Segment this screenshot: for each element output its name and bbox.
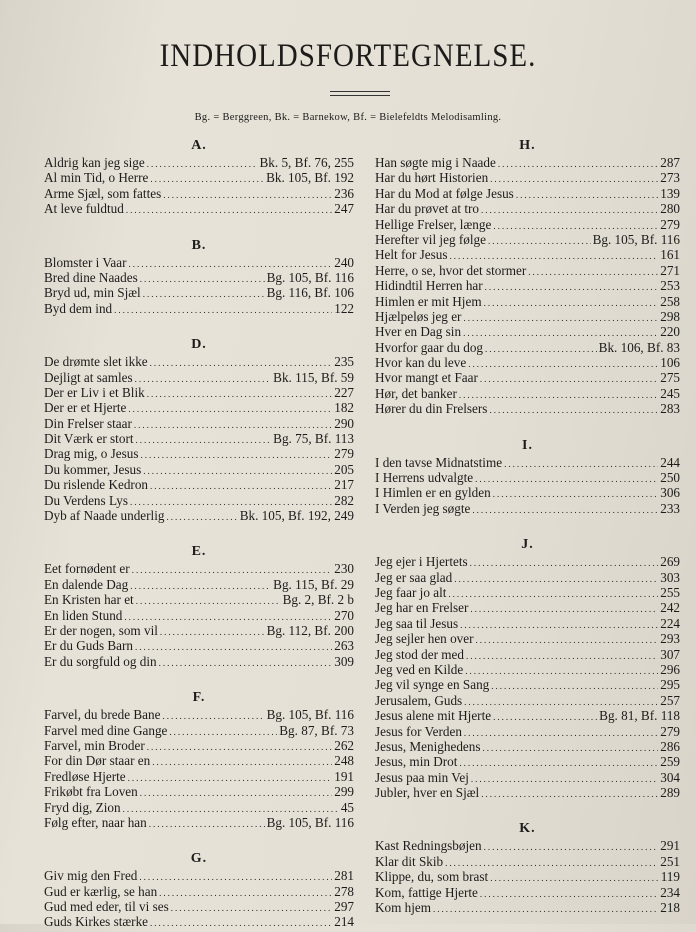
- entry-reference: 258: [660, 293, 680, 309]
- entry-reference: 161: [660, 247, 680, 263]
- entry-reference: 242: [660, 600, 680, 616]
- section-gap: [375, 417, 680, 436]
- entry-reference: Bg. 105, Bf. 116: [266, 707, 354, 723]
- section-gap: [44, 523, 354, 542]
- index-entry: [375, 370, 680, 385]
- index-entry: [375, 217, 680, 232]
- entry-title: Jeg har en Frelser: [375, 600, 469, 616]
- entry-title: Jeg faar jo alt: [375, 584, 447, 600]
- entry-reference: Bg. 75, Bf. 113: [273, 431, 354, 447]
- entry-reference: 282: [334, 492, 354, 508]
- index-entry: [375, 885, 680, 900]
- entry-title: Har du prøvet at tro: [375, 201, 479, 217]
- index-entry: [44, 354, 354, 369]
- entry-reference: Bg. 2, Bf. 2 b: [282, 592, 354, 608]
- section-letter: G.: [190, 851, 208, 867]
- section-gap: [375, 516, 680, 535]
- entry-reference: 233: [660, 500, 680, 516]
- dot-leader: [150, 914, 332, 931]
- entry-reference: 309: [334, 653, 354, 669]
- section-letter: K.: [519, 821, 536, 837]
- index-entry: [44, 385, 354, 400]
- entry-title: Kom hjem: [375, 900, 432, 916]
- entry-reference: 240: [334, 254, 354, 270]
- entry-title: Hidindtil Herren har: [375, 278, 483, 294]
- entry-title: Gud med eder, til vi ses: [44, 899, 169, 915]
- entry-title: Du rislende Kedron: [44, 477, 149, 493]
- entry-title: Hjælpeløs jeg er: [375, 308, 462, 324]
- index-entry: [375, 869, 680, 884]
- right-column: [375, 136, 680, 915]
- index-entry: [375, 263, 680, 278]
- entry-title: Hvor kan du leve: [375, 355, 467, 371]
- entry-reference: 191: [334, 768, 354, 784]
- index-entry: [375, 770, 680, 785]
- section-gap: [44, 669, 354, 688]
- entry-reference: 289: [660, 785, 680, 801]
- entry-title: Har du Mod at følge Jesus: [375, 185, 514, 201]
- entry-title: Der er et Hjerte: [44, 400, 127, 416]
- entry-title: Jesus paa min Vej: [375, 769, 469, 785]
- entry-title: Jesus, Menighedens: [375, 738, 481, 754]
- entry-reference: Bg. 116, Bf. 106: [266, 285, 354, 301]
- index-entry: [44, 186, 354, 201]
- index-entry: [44, 285, 354, 300]
- index-entry: [44, 301, 354, 316]
- index-entry: [44, 738, 354, 753]
- section-letter: B.: [191, 237, 207, 253]
- index-entry: [44, 446, 354, 461]
- index-entry: [375, 232, 680, 247]
- entry-title: Aldrig kan jeg sige: [44, 155, 145, 170]
- entry-reference: Bg. 105, Bf. 116: [266, 269, 354, 285]
- index-entry: [375, 647, 680, 662]
- section-gap: [44, 316, 354, 335]
- entry-reference: 296: [660, 661, 680, 677]
- entry-title: Al min Tid, o Herre: [44, 170, 149, 186]
- entry-reference: 250: [660, 470, 680, 486]
- entry-reference: 247: [334, 201, 354, 217]
- entry-title: Er du sorgfuld og din: [44, 653, 157, 669]
- entry-title: Hvor mangt et Faar: [375, 370, 478, 386]
- index-entry: [44, 370, 354, 385]
- entry-reference: 262: [334, 737, 354, 753]
- entry-reference: 251: [660, 853, 680, 869]
- entry-reference: 298: [660, 308, 680, 324]
- entry-reference: 271: [660, 262, 680, 278]
- entry-reference: 270: [334, 607, 354, 623]
- entry-reference: 275: [660, 370, 680, 386]
- index-entry: [375, 600, 680, 615]
- entry-title: Bryd ud, min Sjæl: [44, 285, 141, 301]
- section-letter: H.: [519, 138, 536, 153]
- entry-reference: 307: [660, 646, 680, 662]
- entry-title: Drag mig, o Jesus: [44, 446, 139, 462]
- entry-title: Har du hørt Historien: [375, 170, 489, 186]
- entry-reference: 253: [660, 278, 680, 294]
- section-letter: E.: [191, 544, 207, 560]
- index-entry: [375, 585, 680, 600]
- entry-title: Farvel, min Broder: [44, 737, 145, 753]
- index-entry: [44, 868, 354, 883]
- entry-reference: 299: [334, 784, 354, 800]
- index-entry: [375, 838, 680, 853]
- entry-title: Byd dem ind: [44, 300, 113, 316]
- index-entry: [375, 724, 680, 739]
- entry-title: Jeg ved en Kilde: [375, 661, 464, 677]
- abbreviations-legend: Bg. = Berggreen, Bk. = Barnekow, Bf. = Bielefeldts Melodisamling.: [194, 112, 502, 123]
- entry-title: I den tavse Midnatstime: [375, 454, 503, 470]
- entry-reference: 279: [660, 216, 680, 232]
- index-entry: [375, 785, 680, 800]
- entry-title: I Herrens udvalgte: [375, 470, 474, 486]
- entry-title: Klippe, du, som brast: [375, 869, 489, 885]
- entry-title: Kom, fattige Hjerte: [375, 884, 478, 900]
- dot-leader: [472, 501, 658, 518]
- entry-reference: 273: [660, 170, 680, 186]
- entry-reference: Bg. 81, Bf. 118: [599, 708, 680, 724]
- index-entry: [44, 914, 354, 929]
- entry-reference: 227: [334, 384, 354, 400]
- index-entry: [44, 654, 354, 669]
- index-entry: [375, 616, 680, 631]
- entry-title: Han søgte mig i Naade: [375, 155, 496, 170]
- entry-title: Jeg ejer i Hjertets: [375, 554, 468, 570]
- entry-title: Herre, o se, hvor det stormer: [375, 262, 527, 278]
- index-entry: [375, 501, 680, 516]
- index-entry: [375, 570, 680, 585]
- entry-title: Jesus alene mit Hjerte: [375, 708, 492, 724]
- entry-reference: 303: [660, 569, 680, 585]
- entry-reference: Bg. 87, Bf. 73: [279, 722, 354, 738]
- index-entry: [375, 754, 680, 769]
- section-gap: [44, 217, 354, 236]
- entry-title: Herefter vil jeg følge: [375, 231, 486, 247]
- index-entry: [44, 561, 354, 576]
- entry-reference: 259: [660, 754, 680, 770]
- index-entry: [375, 294, 680, 309]
- entry-reference: 279: [334, 446, 354, 462]
- entry-title: Dyb af Naade underlig: [44, 508, 165, 524]
- index-entry: [375, 854, 680, 869]
- entry-title: Farvel, du brede Bane: [44, 707, 161, 723]
- entry-reference: 293: [660, 631, 680, 647]
- index-entry: [44, 477, 354, 492]
- index-entry: [44, 707, 354, 722]
- index-entry: [375, 631, 680, 646]
- entry-title: Bred dine Naades: [44, 269, 138, 285]
- entry-reference: Bg. 115, Bf. 29: [273, 576, 354, 592]
- index-entry: [44, 638, 354, 653]
- dot-leader: [114, 301, 332, 318]
- entry-title: Følg efter, naar han: [44, 814, 147, 830]
- entry-title: Jubler, hver en Sjæl: [375, 785, 480, 801]
- entry-reference: 224: [660, 615, 680, 631]
- entry-reference: 139: [660, 185, 680, 201]
- index-entry: [44, 270, 354, 285]
- index-entry: [44, 170, 354, 185]
- index-entry: [375, 554, 680, 569]
- entry-title: En Kristen har et: [44, 592, 134, 608]
- entry-reference: 286: [660, 738, 680, 754]
- index-entry: [44, 508, 354, 523]
- entry-title: Frikøbt fra Loven: [44, 784, 138, 800]
- entry-reference: 295: [660, 677, 680, 693]
- index-entry: [44, 201, 354, 216]
- index-entry: [375, 324, 680, 339]
- entry-reference: 280: [660, 201, 680, 217]
- entry-reference: 297: [334, 899, 354, 915]
- index-entry: [375, 900, 680, 915]
- index-entry: [44, 255, 354, 270]
- index-entry: [44, 815, 354, 830]
- dot-leader: [433, 900, 658, 917]
- index-entry: [375, 201, 680, 216]
- entry-title: Hvorfor gaar du dog: [375, 339, 484, 355]
- index-entry: [44, 753, 354, 768]
- entry-reference: 263: [334, 638, 354, 654]
- dot-leader: [126, 201, 332, 218]
- entry-title: Guds Kirkes stærke: [44, 914, 149, 930]
- index-entry: [375, 170, 680, 185]
- entry-reference: Bk. 115, Bf. 59: [273, 369, 354, 385]
- index-entry: [44, 623, 354, 638]
- index-entry: [44, 899, 354, 914]
- index-entry: [44, 784, 354, 799]
- entry-title: Jeg vil synge en Sang: [375, 677, 490, 693]
- index-entry: [44, 493, 354, 508]
- entry-title: For din Dør staar en: [44, 753, 151, 769]
- index-entry: [375, 340, 680, 355]
- entry-title: Jeg saa til Jesus: [375, 615, 459, 631]
- entry-reference: 122: [334, 300, 354, 316]
- index-entry: [44, 769, 354, 784]
- entry-title: Giv mig den Fred: [44, 868, 138, 884]
- entry-title: En liden Stund: [44, 607, 123, 623]
- entry-title: En dalende Dag: [44, 576, 129, 592]
- entry-title: Arme Sjæl, som fattes: [44, 185, 162, 201]
- entry-title: Jeg er saa glad: [375, 569, 453, 585]
- entry-reference: 218: [660, 900, 680, 916]
- index-entry: [375, 693, 680, 708]
- entry-reference: 304: [660, 769, 680, 785]
- entry-title: Klar dit Skib: [375, 853, 444, 869]
- index-entry: [44, 155, 354, 170]
- entry-title: Eet fornødent er: [44, 561, 130, 577]
- entry-reference: Bg. 105, Bf. 116: [592, 231, 680, 247]
- entry-reference: 45: [340, 799, 354, 815]
- entry-title: Hver en Dag sin: [375, 324, 462, 340]
- entry-reference: 244: [660, 454, 680, 470]
- entry-reference: Bk. 105, Bf. 192: [266, 170, 354, 186]
- entry-reference: Bg. 112, Bf. 200: [266, 622, 354, 638]
- entry-reference: 248: [334, 753, 354, 769]
- index-entry: [44, 462, 354, 477]
- section-letter: J.: [521, 537, 534, 553]
- entry-title: Dit Værk er stort: [44, 431, 134, 447]
- entry-reference: 283: [660, 401, 680, 417]
- page-title: INDHOLDSFORTEGNELSE.: [159, 38, 537, 74]
- entry-title: Jeg stod der med: [375, 646, 464, 662]
- index-entry: [44, 884, 354, 899]
- entry-reference: 278: [334, 883, 354, 899]
- entry-reference: 236: [334, 185, 354, 201]
- index-entry: [44, 608, 354, 623]
- entry-reference: 182: [334, 400, 354, 416]
- entry-title: Blomster i Vaar: [44, 254, 127, 270]
- entry-title: Jesus, min Drot: [375, 754, 458, 770]
- title-divider: [330, 91, 390, 92]
- index-entry: [375, 401, 680, 416]
- entry-title: Jesus for Verden: [375, 723, 462, 739]
- entry-reference: 119: [660, 869, 680, 885]
- index-entry: [375, 186, 680, 201]
- index-entry: [375, 739, 680, 754]
- section-letter: I.: [522, 437, 533, 453]
- index-entry: [44, 577, 354, 592]
- section-letter: D.: [191, 337, 207, 353]
- entry-title: Dejligt at samles: [44, 369, 133, 385]
- entry-reference: 230: [334, 561, 354, 577]
- entry-title: Hør, det banker: [375, 385, 457, 401]
- index-entry: [375, 278, 680, 293]
- entry-reference: 306: [660, 485, 680, 501]
- entry-reference: 235: [334, 354, 354, 370]
- entry-reference: Bk. 5, Bf. 76, 255: [259, 155, 354, 170]
- entry-title: Jeg sejler hen over: [375, 631, 474, 647]
- entry-title: At leve fuldtud: [44, 201, 124, 217]
- entry-reference: 220: [660, 324, 680, 340]
- entry-reference: 245: [660, 385, 680, 401]
- entry-title: Hører du din Frelsers: [375, 401, 488, 417]
- entry-title: De drømte slet ikke: [44, 354, 148, 370]
- index-entry: [375, 677, 680, 692]
- entry-title: Jerusalem, Guds: [375, 692, 463, 708]
- entry-reference: Bk. 106, Bf. 83: [598, 339, 680, 355]
- entry-reference: 269: [660, 554, 680, 570]
- entry-title: Farvel med dine Gange: [44, 722, 168, 738]
- index-entry: [375, 708, 680, 723]
- index-entry: [375, 455, 680, 470]
- index-entry: [375, 155, 680, 170]
- entry-title: Fryd dig, Zion: [44, 799, 121, 815]
- entry-title: Din Frelser staar: [44, 415, 132, 431]
- index-entry: [375, 247, 680, 262]
- entry-reference: 255: [660, 584, 680, 600]
- entry-reference: 279: [660, 723, 680, 739]
- index-entry: [375, 386, 680, 401]
- entry-reference: 287: [660, 155, 680, 170]
- entry-title: Kast Redningsbøjen: [375, 838, 482, 854]
- dot-leader: [149, 815, 265, 832]
- index-entry: [375, 355, 680, 370]
- section-letter: F.: [192, 690, 206, 706]
- dot-leader: [489, 401, 658, 418]
- index-entry: [44, 416, 354, 431]
- section-gap: [375, 800, 680, 819]
- index-entry: [375, 309, 680, 324]
- index-entry: [44, 592, 354, 607]
- entry-reference: 281: [334, 868, 354, 884]
- entry-reference: 217: [334, 477, 354, 493]
- entry-title: Er du Guds Barn: [44, 638, 134, 654]
- entry-title: Gud er kærlig, se han: [44, 883, 158, 899]
- entry-reference: 291: [660, 838, 680, 854]
- left-column: [44, 136, 354, 930]
- section-letter: A.: [191, 138, 207, 153]
- index-entry: [44, 723, 354, 738]
- index-entry: [375, 470, 680, 485]
- entry-title: I Verden jeg søgte: [375, 500, 471, 516]
- dot-leader: [166, 508, 237, 525]
- entry-reference: 106: [660, 355, 680, 371]
- entry-reference: 234: [660, 884, 680, 900]
- title-divider-second: [330, 95, 390, 96]
- entry-title: Der er Liv i et Blik: [44, 384, 145, 400]
- entry-reference: Bg. 105, Bf. 116: [266, 814, 354, 830]
- entry-title: I Himlen er en gylden: [375, 485, 491, 501]
- section-gap: [44, 830, 354, 849]
- entry-title: Hellige Frelser, længe: [375, 216, 492, 232]
- entry-reference: 214: [334, 914, 354, 930]
- entry-reference: 205: [334, 461, 354, 477]
- entry-reference: 257: [660, 692, 680, 708]
- entry-title: Er der nogen, som vil: [44, 622, 158, 638]
- entry-title: Du Verdens Lys: [44, 492, 129, 508]
- index-entry: [44, 431, 354, 446]
- index-entry: [44, 400, 354, 415]
- entry-title: Helt for Jesus: [375, 247, 448, 263]
- dot-leader: [159, 654, 333, 671]
- entry-title: Du kommer, Jesus: [44, 461, 142, 477]
- entry-title: Himlen er mit Hjem: [375, 293, 482, 309]
- entry-reference: 290: [334, 415, 354, 431]
- dot-leader: [481, 785, 658, 802]
- entry-reference: Bk. 105, Bf. 192, 249: [239, 508, 354, 524]
- index-entry: [375, 485, 680, 500]
- entry-title: Fredløse Hjerte: [44, 768, 126, 784]
- index-entry: [375, 662, 680, 677]
- index-entry: [44, 800, 354, 815]
